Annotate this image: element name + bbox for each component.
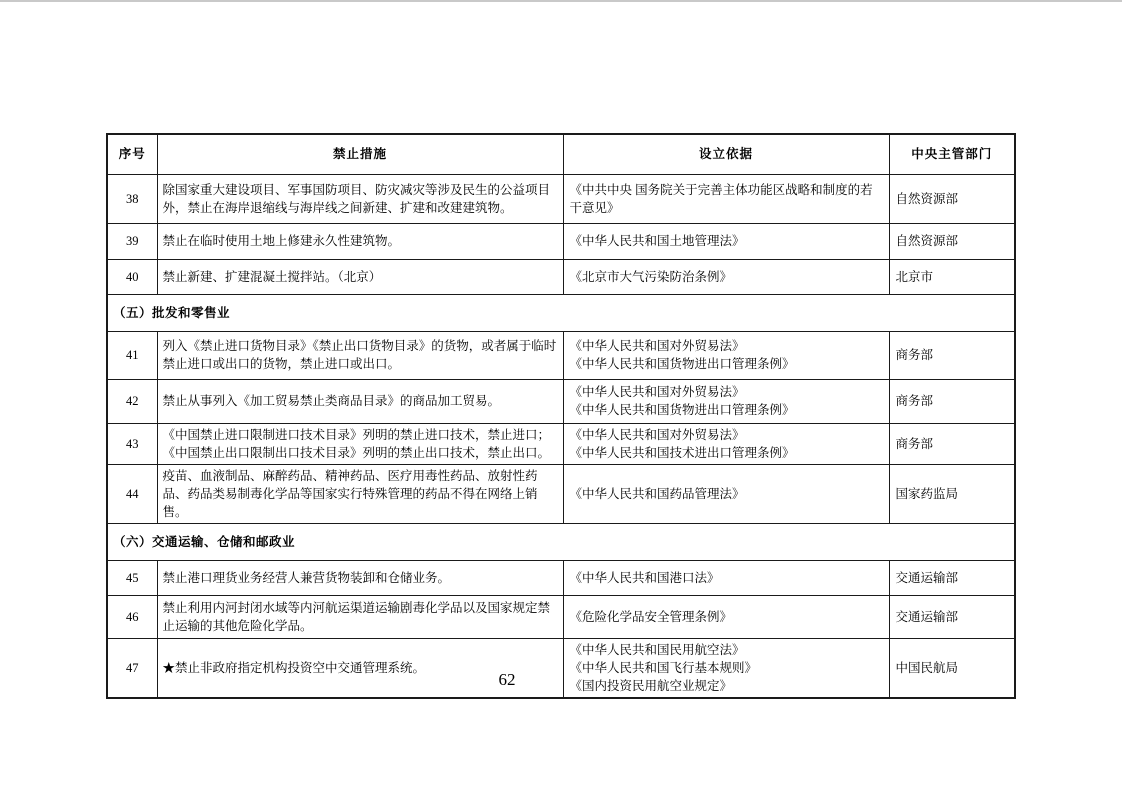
section-header-row — [107, 294, 1015, 331]
prohibition-list-table — [106, 133, 1016, 699]
row-number: 47 — [107, 638, 157, 698]
basis-line: 《北京市大气污染防治条例》 — [569, 269, 733, 284]
measure-text: 禁止从事列入《加工贸易禁止类商品目录》的商品加工贸易。 — [157, 379, 563, 423]
basis-line: 《中华人民共和国对外贸易法》 — [569, 427, 745, 442]
row-number: 40 — [107, 259, 157, 294]
measure-text: 禁止新建、扩建混凝土搅拌站。（北京） — [157, 259, 563, 294]
basis-text — [563, 223, 889, 259]
row-number: 41 — [107, 331, 157, 379]
basis-text — [563, 259, 889, 294]
basis-line: 《中华人民共和国对外贸易法》 — [569, 385, 745, 399]
table-row — [107, 560, 1015, 595]
department-text: 商务部 — [889, 379, 1015, 423]
basis-line: 《中华人民共和国货物进出口管理条例》 — [569, 357, 795, 371]
basis-line: 《中华人民共和国对外贸易法》 — [569, 339, 745, 353]
row-number: 38 — [107, 174, 157, 223]
basis-line: 《中华人民共和国货物进出口管理条例》 — [569, 403, 795, 417]
prohibition-list-table-container — [106, 133, 1014, 699]
section-header-row — [107, 523, 1015, 560]
basis-text — [563, 464, 889, 523]
row-number: 46 — [107, 595, 157, 638]
measure-text: 禁止在临时使用土地上修建永久性建筑物。 — [157, 223, 563, 259]
department-text: 交通运输部 — [889, 560, 1015, 595]
measure-text: 禁止利用内河封闭水域等内河航运渠道运输剧毒化学品以及国家规定禁止运输的其他危险化学品。 — [157, 595, 563, 638]
basis-line: 《中华人民共和国技术进出口管理条例》 — [569, 445, 795, 460]
column-header-basis: 设立依据 — [563, 134, 889, 174]
row-number: 45 — [107, 560, 157, 595]
department-text: 中国民航局 — [889, 638, 1015, 698]
table-row — [107, 423, 1015, 464]
basis-line: 《中共中央 国务院关于完善主体功能区战略和制度的若干意见》 — [569, 182, 873, 215]
table-row — [107, 379, 1015, 423]
column-header-number: 序号 — [107, 134, 157, 174]
department-text: 商务部 — [889, 423, 1015, 464]
basis-text — [563, 174, 889, 223]
basis-text — [563, 595, 889, 638]
basis-line: 《中华人民共和国药品管理法》 — [569, 486, 745, 501]
basis-text — [563, 423, 889, 464]
basis-text — [563, 379, 889, 423]
basis-line: 《危险化学品安全管理条例》 — [569, 609, 733, 624]
department-text: 国家药监局 — [889, 464, 1015, 523]
measure-text: 禁止港口理货业务经营人兼营货物装卸和仓储业务。 — [157, 560, 563, 595]
basis-text — [563, 331, 889, 379]
screen-top-edge — [0, 0, 1122, 2]
table-row — [107, 259, 1015, 294]
column-header-department: 中央主管部门 — [889, 134, 1015, 174]
measure-text: 除国家重大建设项目、军事国防项目、防灾减灾等涉及民生的公益项目外，禁止在海岸退缩线与海岸线之间新建、扩建和改建建筑物。 — [157, 174, 563, 223]
table-row — [107, 595, 1015, 638]
measure-text: ★禁止非政府指定机构投资空中交通管理系统。 — [157, 638, 563, 698]
table-header-row — [107, 134, 1015, 174]
row-number: 44 — [107, 464, 157, 523]
table-row — [107, 331, 1015, 379]
basis-line: 《国内投资民用航空业规定》 — [569, 678, 733, 693]
basis-line: 《中华人民共和国民用航空法》 — [569, 642, 745, 657]
section-header-label: （五）批发和零售业 — [107, 294, 1015, 331]
department-text: 交通运输部 — [889, 595, 1015, 638]
department-text: 自然资源部 — [889, 174, 1015, 223]
basis-line: 《中华人民共和国港口法》 — [569, 570, 720, 585]
department-text: 自然资源部 — [889, 223, 1015, 259]
section-header-label: （六）交通运输、仓储和邮政业 — [107, 523, 1015, 560]
column-header-measure: 禁止措施 — [157, 134, 563, 174]
basis-line: 《中华人民共和国土地管理法》 — [569, 234, 745, 248]
table-row — [107, 464, 1015, 523]
measure-text: 列入《禁止进口货物目录》《禁止出口货物目录》的货物，或者属于临时禁止进口或出口的货物，禁止进口或出口。 — [157, 331, 563, 379]
row-number: 43 — [107, 423, 157, 464]
department-text: 商务部 — [889, 331, 1015, 379]
row-number: 42 — [107, 379, 157, 423]
row-number: 39 — [107, 223, 157, 259]
measure-text: 疫苗、血液制品、麻醉药品、精神药品、医疗用毒性药品、放射性药品、药品类易制毒化学品等国家实行特殊管理的药品不得在网络上销售。 — [157, 464, 563, 523]
measure-text: 《中国禁止进口限制进口技术目录》列明的禁止进口技术，禁止进口；《中国禁止出口限制出口技术目录》列明的禁止出口技术，禁止出口。 — [157, 423, 563, 464]
basis-text — [563, 560, 889, 595]
page-number: 62 — [498, 670, 516, 689]
department-text: 北京市 — [889, 259, 1015, 294]
table-row — [107, 223, 1015, 259]
table-row — [107, 174, 1015, 223]
basis-line: 《中华人民共和国飞行基本规则》 — [569, 660, 758, 675]
